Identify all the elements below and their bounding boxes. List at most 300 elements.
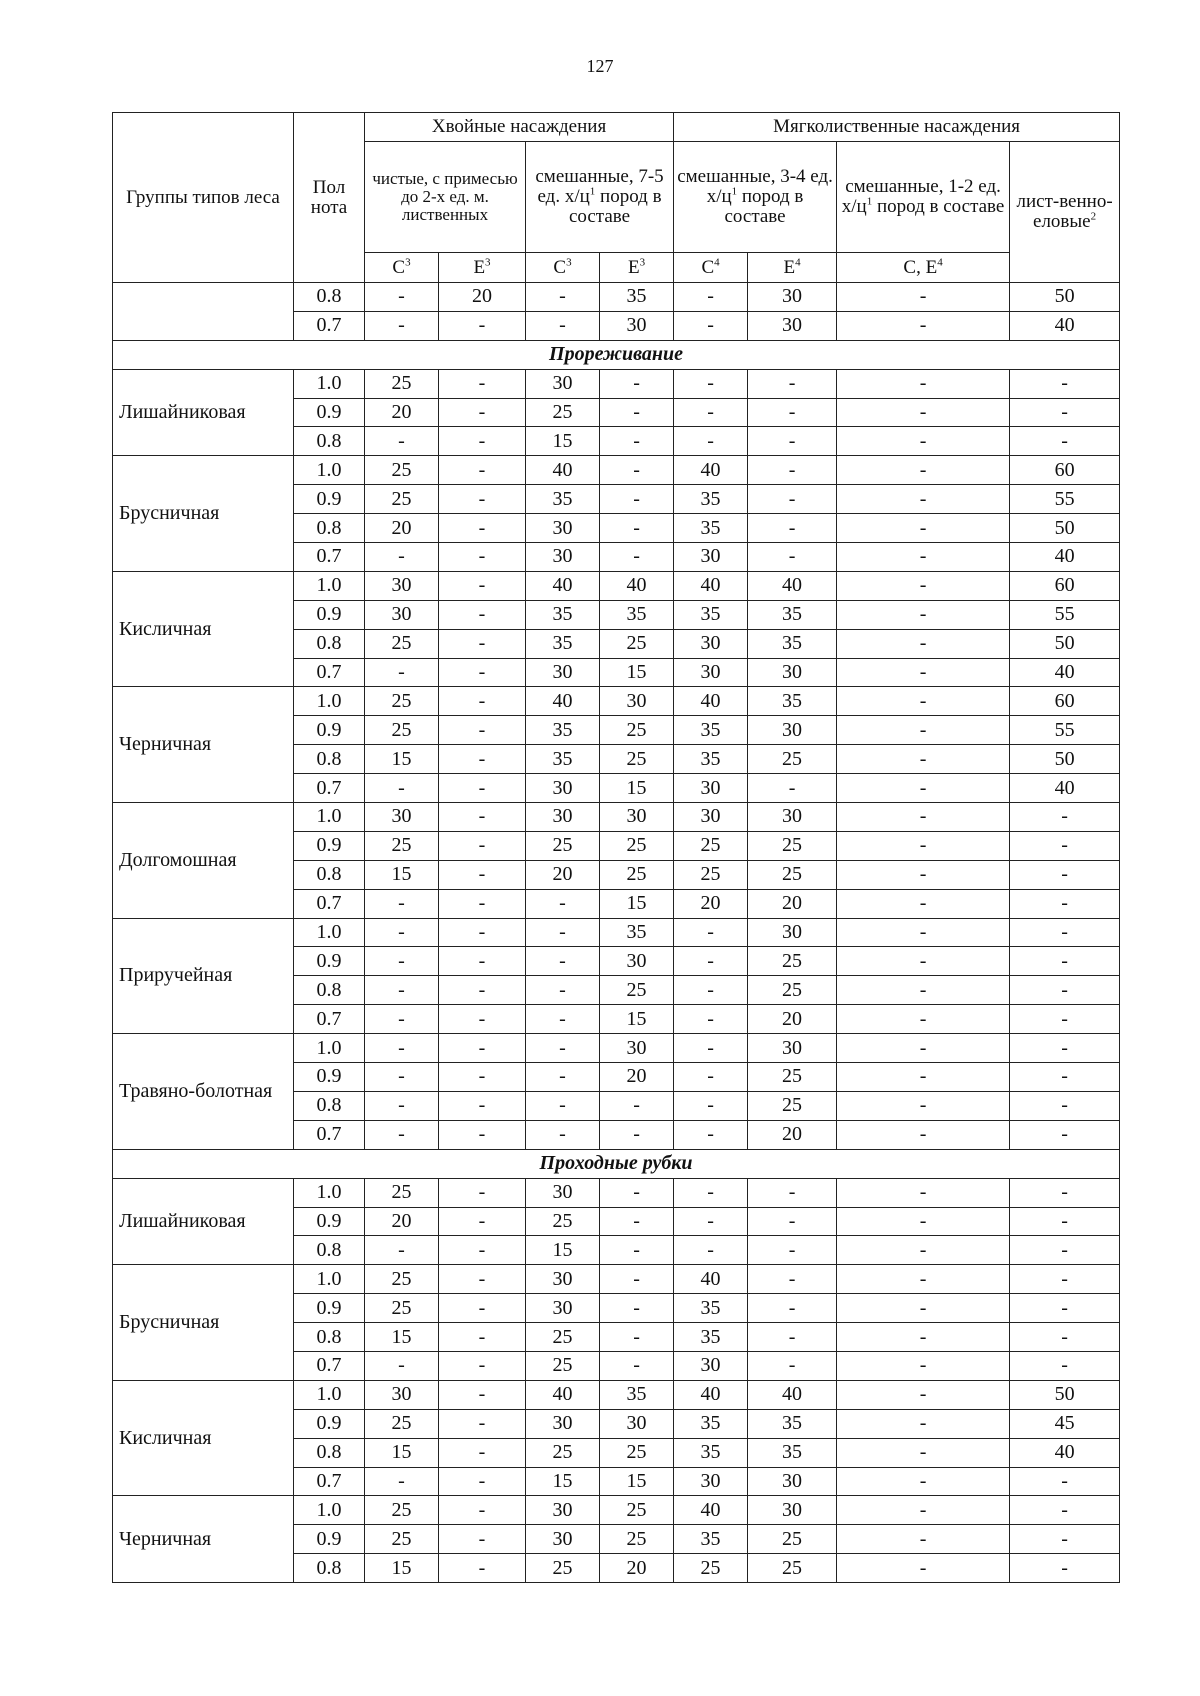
density-cell: 0.9 — [294, 1063, 365, 1092]
value-cell: - — [600, 514, 674, 543]
value-cell: - — [439, 1525, 526, 1554]
density-cell: 1.0 — [294, 1380, 365, 1409]
value-cell: 25 — [365, 485, 439, 514]
value-cell: 15 — [600, 1005, 674, 1034]
value-cell: 30 — [600, 1034, 674, 1063]
value-cell: 35 — [674, 716, 748, 745]
value-cell: 40 — [526, 456, 600, 485]
value-cell: 25 — [600, 1525, 674, 1554]
value-cell: - — [439, 1236, 526, 1265]
value-cell: 25 — [526, 1438, 600, 1467]
table-row — [113, 1034, 1120, 1063]
header-sub-pine: $С^3$ — [526, 253, 600, 283]
value-cell: - — [837, 1265, 1010, 1294]
forest-group-name: Долгомошная — [113, 803, 294, 919]
header-mixed-7-5: смешанные, 7-5 ед. $х/ц^1$ пород в составе — [526, 142, 674, 253]
value-cell: 40 — [674, 1265, 748, 1294]
value-cell: - — [439, 716, 526, 745]
value-cell: 15 — [365, 860, 439, 889]
density-cell: 0.9 — [294, 600, 365, 629]
value-cell: - — [365, 283, 439, 312]
value-cell: - — [837, 1554, 1010, 1583]
value-cell: 25 — [600, 860, 674, 889]
value-cell: 25 — [365, 1294, 439, 1323]
value-cell: - — [674, 1063, 748, 1092]
value-cell: - — [600, 398, 674, 427]
value-cell: - — [439, 369, 526, 398]
value-cell: 30 — [526, 658, 600, 687]
value-cell: - — [674, 1034, 748, 1063]
value-cell: 25 — [674, 831, 748, 860]
value-cell: - — [439, 1380, 526, 1409]
value-cell: 35 — [748, 1438, 837, 1467]
value-cell: - — [748, 1323, 837, 1352]
thinning-table — [112, 112, 1120, 1583]
density-cell: 0.9 — [294, 716, 365, 745]
density-cell: 1.0 — [294, 571, 365, 600]
value-cell: - — [1010, 1265, 1120, 1294]
value-cell: 40 — [748, 1380, 837, 1409]
value-cell: - — [600, 1323, 674, 1352]
value-cell: - — [526, 1091, 600, 1120]
value-cell: 35 — [526, 485, 600, 514]
value-cell: - — [837, 716, 1010, 745]
value-cell: - — [748, 1236, 837, 1265]
value-cell: - — [837, 1063, 1010, 1092]
value-cell: - — [1010, 860, 1120, 889]
value-cell: 20 — [439, 283, 526, 312]
value-cell: 30 — [526, 1409, 600, 1438]
value-cell: - — [1010, 1323, 1120, 1352]
value-cell: - — [439, 514, 526, 543]
value-cell: - — [439, 485, 526, 514]
value-cell: 30 — [526, 369, 600, 398]
value-cell: - — [365, 1005, 439, 1034]
table-row — [113, 803, 1120, 832]
value-cell: 30 — [748, 1496, 837, 1525]
value-cell: - — [365, 1351, 439, 1380]
value-cell: 40 — [1010, 1438, 1120, 1467]
value-cell: - — [748, 1207, 837, 1236]
value-cell: 25 — [365, 831, 439, 860]
header-softwood: Мягколиственные насаждения — [674, 113, 1120, 142]
table-row — [113, 1380, 1120, 1409]
value-cell: 20 — [365, 398, 439, 427]
value-cell: 40 — [748, 571, 837, 600]
value-cell: 25 — [365, 1496, 439, 1525]
density-cell: 0.7 — [294, 1351, 365, 1380]
value-cell: - — [837, 1091, 1010, 1120]
value-cell: - — [600, 456, 674, 485]
value-cell: 30 — [674, 658, 748, 687]
value-cell: - — [439, 860, 526, 889]
density-cell: 0.7 — [294, 543, 365, 572]
value-cell: - — [439, 427, 526, 456]
header-sub-spruce: $Е^4$ — [748, 253, 837, 283]
density-cell: 0.7 — [294, 1467, 365, 1496]
value-cell: 60 — [1010, 687, 1120, 716]
value-cell: - — [837, 485, 1010, 514]
value-cell: - — [1010, 1351, 1120, 1380]
table-row — [113, 456, 1120, 485]
value-cell: - — [837, 427, 1010, 456]
value-cell: - — [837, 1438, 1010, 1467]
value-cell: - — [1010, 1467, 1120, 1496]
value-cell: 15 — [526, 1467, 600, 1496]
value-cell: - — [837, 687, 1010, 716]
value-cell: 40 — [526, 571, 600, 600]
value-cell: - — [837, 1178, 1010, 1207]
value-cell: 25 — [748, 1063, 837, 1092]
value-cell: 30 — [526, 1496, 600, 1525]
value-cell: - — [674, 1120, 748, 1149]
header-sub-pine: $С^3$ — [365, 253, 439, 283]
table-row — [113, 1178, 1120, 1207]
value-cell: 30 — [600, 1409, 674, 1438]
value-cell: - — [674, 976, 748, 1005]
value-cell: - — [837, 629, 1010, 658]
value-cell: 30 — [526, 514, 600, 543]
value-cell: 35 — [674, 1525, 748, 1554]
value-cell: 20 — [365, 514, 439, 543]
value-cell: - — [1010, 369, 1120, 398]
value-cell: - — [837, 1496, 1010, 1525]
value-cell: 15 — [365, 1438, 439, 1467]
value-cell: - — [837, 543, 1010, 572]
header-mixed-1-2: смешанные, 1-2 ед. $х/ц^1$ пород в составе — [837, 142, 1010, 253]
density-cell: 1.0 — [294, 1265, 365, 1294]
value-cell: - — [1010, 976, 1120, 1005]
value-cell: 35 — [748, 1409, 837, 1438]
value-cell: - — [439, 1554, 526, 1583]
forest-group-name: Черничная — [113, 1496, 294, 1583]
forest-group-name: Черничная — [113, 687, 294, 803]
value-cell: - — [526, 976, 600, 1005]
value-cell: 30 — [600, 947, 674, 976]
value-cell: - — [365, 976, 439, 1005]
value-cell: 15 — [526, 427, 600, 456]
value-cell: 55 — [1010, 485, 1120, 514]
value-cell: 40 — [674, 571, 748, 600]
value-cell: - — [439, 1178, 526, 1207]
value-cell: - — [748, 514, 837, 543]
value-cell: - — [600, 1091, 674, 1120]
header-sub-pine-spruce: С, $Е^4$ — [837, 253, 1010, 283]
value-cell: - — [837, 658, 1010, 687]
value-cell: - — [439, 600, 526, 629]
table-row — [113, 1265, 1120, 1294]
value-cell: 15 — [600, 774, 674, 803]
value-cell: - — [600, 1265, 674, 1294]
value-cell: - — [837, 514, 1010, 543]
value-cell: - — [439, 571, 526, 600]
value-cell: 35 — [748, 629, 837, 658]
value-cell: - — [600, 1236, 674, 1265]
value-cell: - — [365, 1034, 439, 1063]
density-cell: 0.8 — [294, 745, 365, 774]
value-cell: 45 — [1010, 1409, 1120, 1438]
value-cell: - — [526, 1120, 600, 1149]
value-cell: 20 — [748, 889, 837, 918]
value-cell: - — [365, 543, 439, 572]
value-cell: 35 — [674, 600, 748, 629]
value-cell: 35 — [600, 918, 674, 947]
value-cell: 25 — [365, 1178, 439, 1207]
value-cell: - — [365, 1236, 439, 1265]
header-sub-pine: $С^4$ — [674, 253, 748, 283]
value-cell: 25 — [365, 1525, 439, 1554]
value-cell: 20 — [748, 1005, 837, 1034]
value-cell: 25 — [365, 1265, 439, 1294]
value-cell: 35 — [600, 600, 674, 629]
value-cell: - — [1010, 1034, 1120, 1063]
density-cell: 1.0 — [294, 456, 365, 485]
density-cell: 0.9 — [294, 485, 365, 514]
density-cell: 1.0 — [294, 687, 365, 716]
value-cell: 30 — [674, 543, 748, 572]
value-cell: 30 — [365, 600, 439, 629]
value-cell: 35 — [748, 600, 837, 629]
value-cell: 25 — [526, 1207, 600, 1236]
value-cell: 35 — [674, 514, 748, 543]
value-cell: - — [837, 976, 1010, 1005]
value-cell: 25 — [748, 1091, 837, 1120]
value-cell: - — [1010, 1063, 1120, 1092]
value-cell: 25 — [674, 860, 748, 889]
value-cell: - — [365, 427, 439, 456]
value-cell: - — [837, 1409, 1010, 1438]
value-cell: 35 — [674, 1438, 748, 1467]
value-cell: 50 — [1010, 1380, 1120, 1409]
forest-group-name: Кисличная — [113, 1380, 294, 1496]
value-cell: - — [1010, 1178, 1120, 1207]
value-cell: 15 — [526, 1236, 600, 1265]
header-deciduous-spruce: лист-венно-еловые$^2$ — [1010, 142, 1120, 283]
value-cell: - — [600, 543, 674, 572]
value-cell: 35 — [526, 629, 600, 658]
value-cell: 20 — [365, 1207, 439, 1236]
density-cell: 0.8 — [294, 976, 365, 1005]
value-cell: - — [439, 311, 526, 340]
value-cell: - — [526, 889, 600, 918]
value-cell: - — [1010, 1496, 1120, 1525]
value-cell: - — [365, 1063, 439, 1092]
value-cell: - — [439, 658, 526, 687]
value-cell: - — [526, 1005, 600, 1034]
value-cell: 15 — [600, 1467, 674, 1496]
value-cell: - — [748, 1265, 837, 1294]
density-cell: 0.9 — [294, 947, 365, 976]
value-cell: 25 — [365, 716, 439, 745]
value-cell: - — [439, 1265, 526, 1294]
value-cell: - — [600, 1294, 674, 1323]
value-cell: - — [674, 918, 748, 947]
value-cell: - — [439, 687, 526, 716]
value-cell: 30 — [674, 1351, 748, 1380]
density-cell: 0.9 — [294, 1525, 365, 1554]
value-cell: - — [837, 1236, 1010, 1265]
value-cell: 40 — [1010, 658, 1120, 687]
value-cell: - — [748, 1294, 837, 1323]
value-cell: - — [600, 1178, 674, 1207]
value-cell: 30 — [600, 803, 674, 832]
value-cell: 50 — [1010, 514, 1120, 543]
density-cell: 0.8 — [294, 1438, 365, 1467]
value-cell: - — [837, 1351, 1010, 1380]
value-cell: - — [1010, 1525, 1120, 1554]
density-cell: 0.9 — [294, 1409, 365, 1438]
value-cell: 25 — [748, 1554, 837, 1583]
table-row — [113, 687, 1120, 716]
value-cell: 25 — [600, 716, 674, 745]
value-cell: - — [674, 1236, 748, 1265]
value-cell: - — [439, 976, 526, 1005]
value-cell: - — [439, 1034, 526, 1063]
value-cell: 25 — [600, 831, 674, 860]
value-cell: - — [1010, 889, 1120, 918]
value-cell: 35 — [600, 1380, 674, 1409]
value-cell: - — [837, 1323, 1010, 1352]
value-cell: - — [365, 658, 439, 687]
value-cell: - — [748, 369, 837, 398]
value-cell: 25 — [365, 1409, 439, 1438]
value-cell: 30 — [674, 1467, 748, 1496]
value-cell: - — [439, 745, 526, 774]
density-cell: 0.7 — [294, 774, 365, 803]
value-cell: - — [674, 1178, 748, 1207]
section-title: Проходные рубки — [113, 1149, 1120, 1178]
group-cell-empty — [113, 283, 294, 341]
value-cell: 35 — [526, 716, 600, 745]
value-cell: - — [439, 398, 526, 427]
value-cell: - — [837, 1467, 1010, 1496]
value-cell: - — [837, 803, 1010, 832]
forest-group-name: Кисличная — [113, 571, 294, 687]
value-cell: 55 — [1010, 600, 1120, 629]
value-cell: 20 — [674, 889, 748, 918]
value-cell: 25 — [365, 687, 439, 716]
value-cell: - — [439, 456, 526, 485]
header-mixed-3-4: смешанные, 3-4 ед. $х/ц^1$ пород в составе — [674, 142, 837, 253]
value-cell: 20 — [748, 1120, 837, 1149]
value-cell: - — [439, 803, 526, 832]
density-cell: 0.8 — [294, 1554, 365, 1583]
table-body — [113, 283, 1120, 1583]
value-cell: - — [600, 1351, 674, 1380]
value-cell: - — [837, 1525, 1010, 1554]
value-cell: - — [365, 311, 439, 340]
value-cell: 25 — [748, 947, 837, 976]
value-cell: 55 — [1010, 716, 1120, 745]
value-cell: - — [439, 1467, 526, 1496]
value-cell: - — [439, 1207, 526, 1236]
value-cell: - — [1010, 398, 1120, 427]
value-cell: - — [365, 889, 439, 918]
value-cell: - — [600, 369, 674, 398]
table-row — [113, 1496, 1120, 1525]
value-cell: - — [674, 398, 748, 427]
density-cell: 0.9 — [294, 831, 365, 860]
value-cell: 25 — [526, 1323, 600, 1352]
forest-group-name: Брусничная — [113, 1265, 294, 1381]
value-cell: - — [837, 369, 1010, 398]
value-cell: - — [674, 947, 748, 976]
density-cell: 0.9 — [294, 1207, 365, 1236]
value-cell: - — [526, 311, 600, 340]
value-cell: - — [748, 485, 837, 514]
value-cell: - — [1010, 1236, 1120, 1265]
value-cell: - — [439, 1091, 526, 1120]
value-cell: 35 — [748, 687, 837, 716]
value-cell: 30 — [526, 774, 600, 803]
density-cell: 0.7 — [294, 658, 365, 687]
value-cell: 25 — [748, 976, 837, 1005]
value-cell: 25 — [526, 831, 600, 860]
value-cell: 15 — [600, 889, 674, 918]
section-row — [113, 340, 1120, 369]
density-cell: 1.0 — [294, 369, 365, 398]
section-row — [113, 1149, 1120, 1178]
value-cell: 35 — [674, 1323, 748, 1352]
value-cell: - — [837, 1005, 1010, 1034]
value-cell: 40 — [674, 1380, 748, 1409]
value-cell: 40 — [1010, 774, 1120, 803]
value-cell: - — [748, 543, 837, 572]
density-cell: 1.0 — [294, 918, 365, 947]
value-cell: 40 — [674, 1496, 748, 1525]
value-cell: - — [748, 427, 837, 456]
value-cell: - — [1010, 427, 1120, 456]
density-cell: 0.8 — [294, 629, 365, 658]
value-cell: - — [837, 1120, 1010, 1149]
value-cell: - — [600, 1120, 674, 1149]
value-cell: - — [748, 1351, 837, 1380]
value-cell: - — [526, 283, 600, 312]
value-cell: 30 — [526, 1265, 600, 1294]
value-cell: 25 — [600, 629, 674, 658]
value-cell: - — [837, 1294, 1010, 1323]
density-cell: 0.8 — [294, 1236, 365, 1265]
value-cell: - — [365, 774, 439, 803]
page-number: 127 — [586, 56, 614, 76]
value-cell: - — [837, 918, 1010, 947]
value-cell: 35 — [674, 485, 748, 514]
value-cell: - — [439, 831, 526, 860]
value-cell: 25 — [600, 1496, 674, 1525]
value-cell: 50 — [1010, 629, 1120, 658]
density-cell: 0.7 — [294, 311, 365, 340]
value-cell: - — [837, 889, 1010, 918]
value-cell: - — [1010, 1294, 1120, 1323]
forest-group-name: Лишайниковая — [113, 1178, 294, 1265]
value-cell: 35 — [600, 283, 674, 312]
header-forest-group: Группы типов леса — [113, 113, 294, 283]
value-cell: 25 — [526, 398, 600, 427]
value-cell: 30 — [526, 1294, 600, 1323]
value-cell: - — [674, 311, 748, 340]
value-cell: - — [674, 283, 748, 312]
value-cell: 25 — [526, 1554, 600, 1583]
value-cell: - — [439, 1496, 526, 1525]
value-cell: - — [526, 918, 600, 947]
value-cell: - — [439, 1409, 526, 1438]
table-row — [113, 918, 1120, 947]
value-cell: 20 — [600, 1554, 674, 1583]
value-cell: - — [1010, 947, 1120, 976]
value-cell: 30 — [748, 658, 837, 687]
value-cell: - — [837, 745, 1010, 774]
value-cell: - — [837, 456, 1010, 485]
